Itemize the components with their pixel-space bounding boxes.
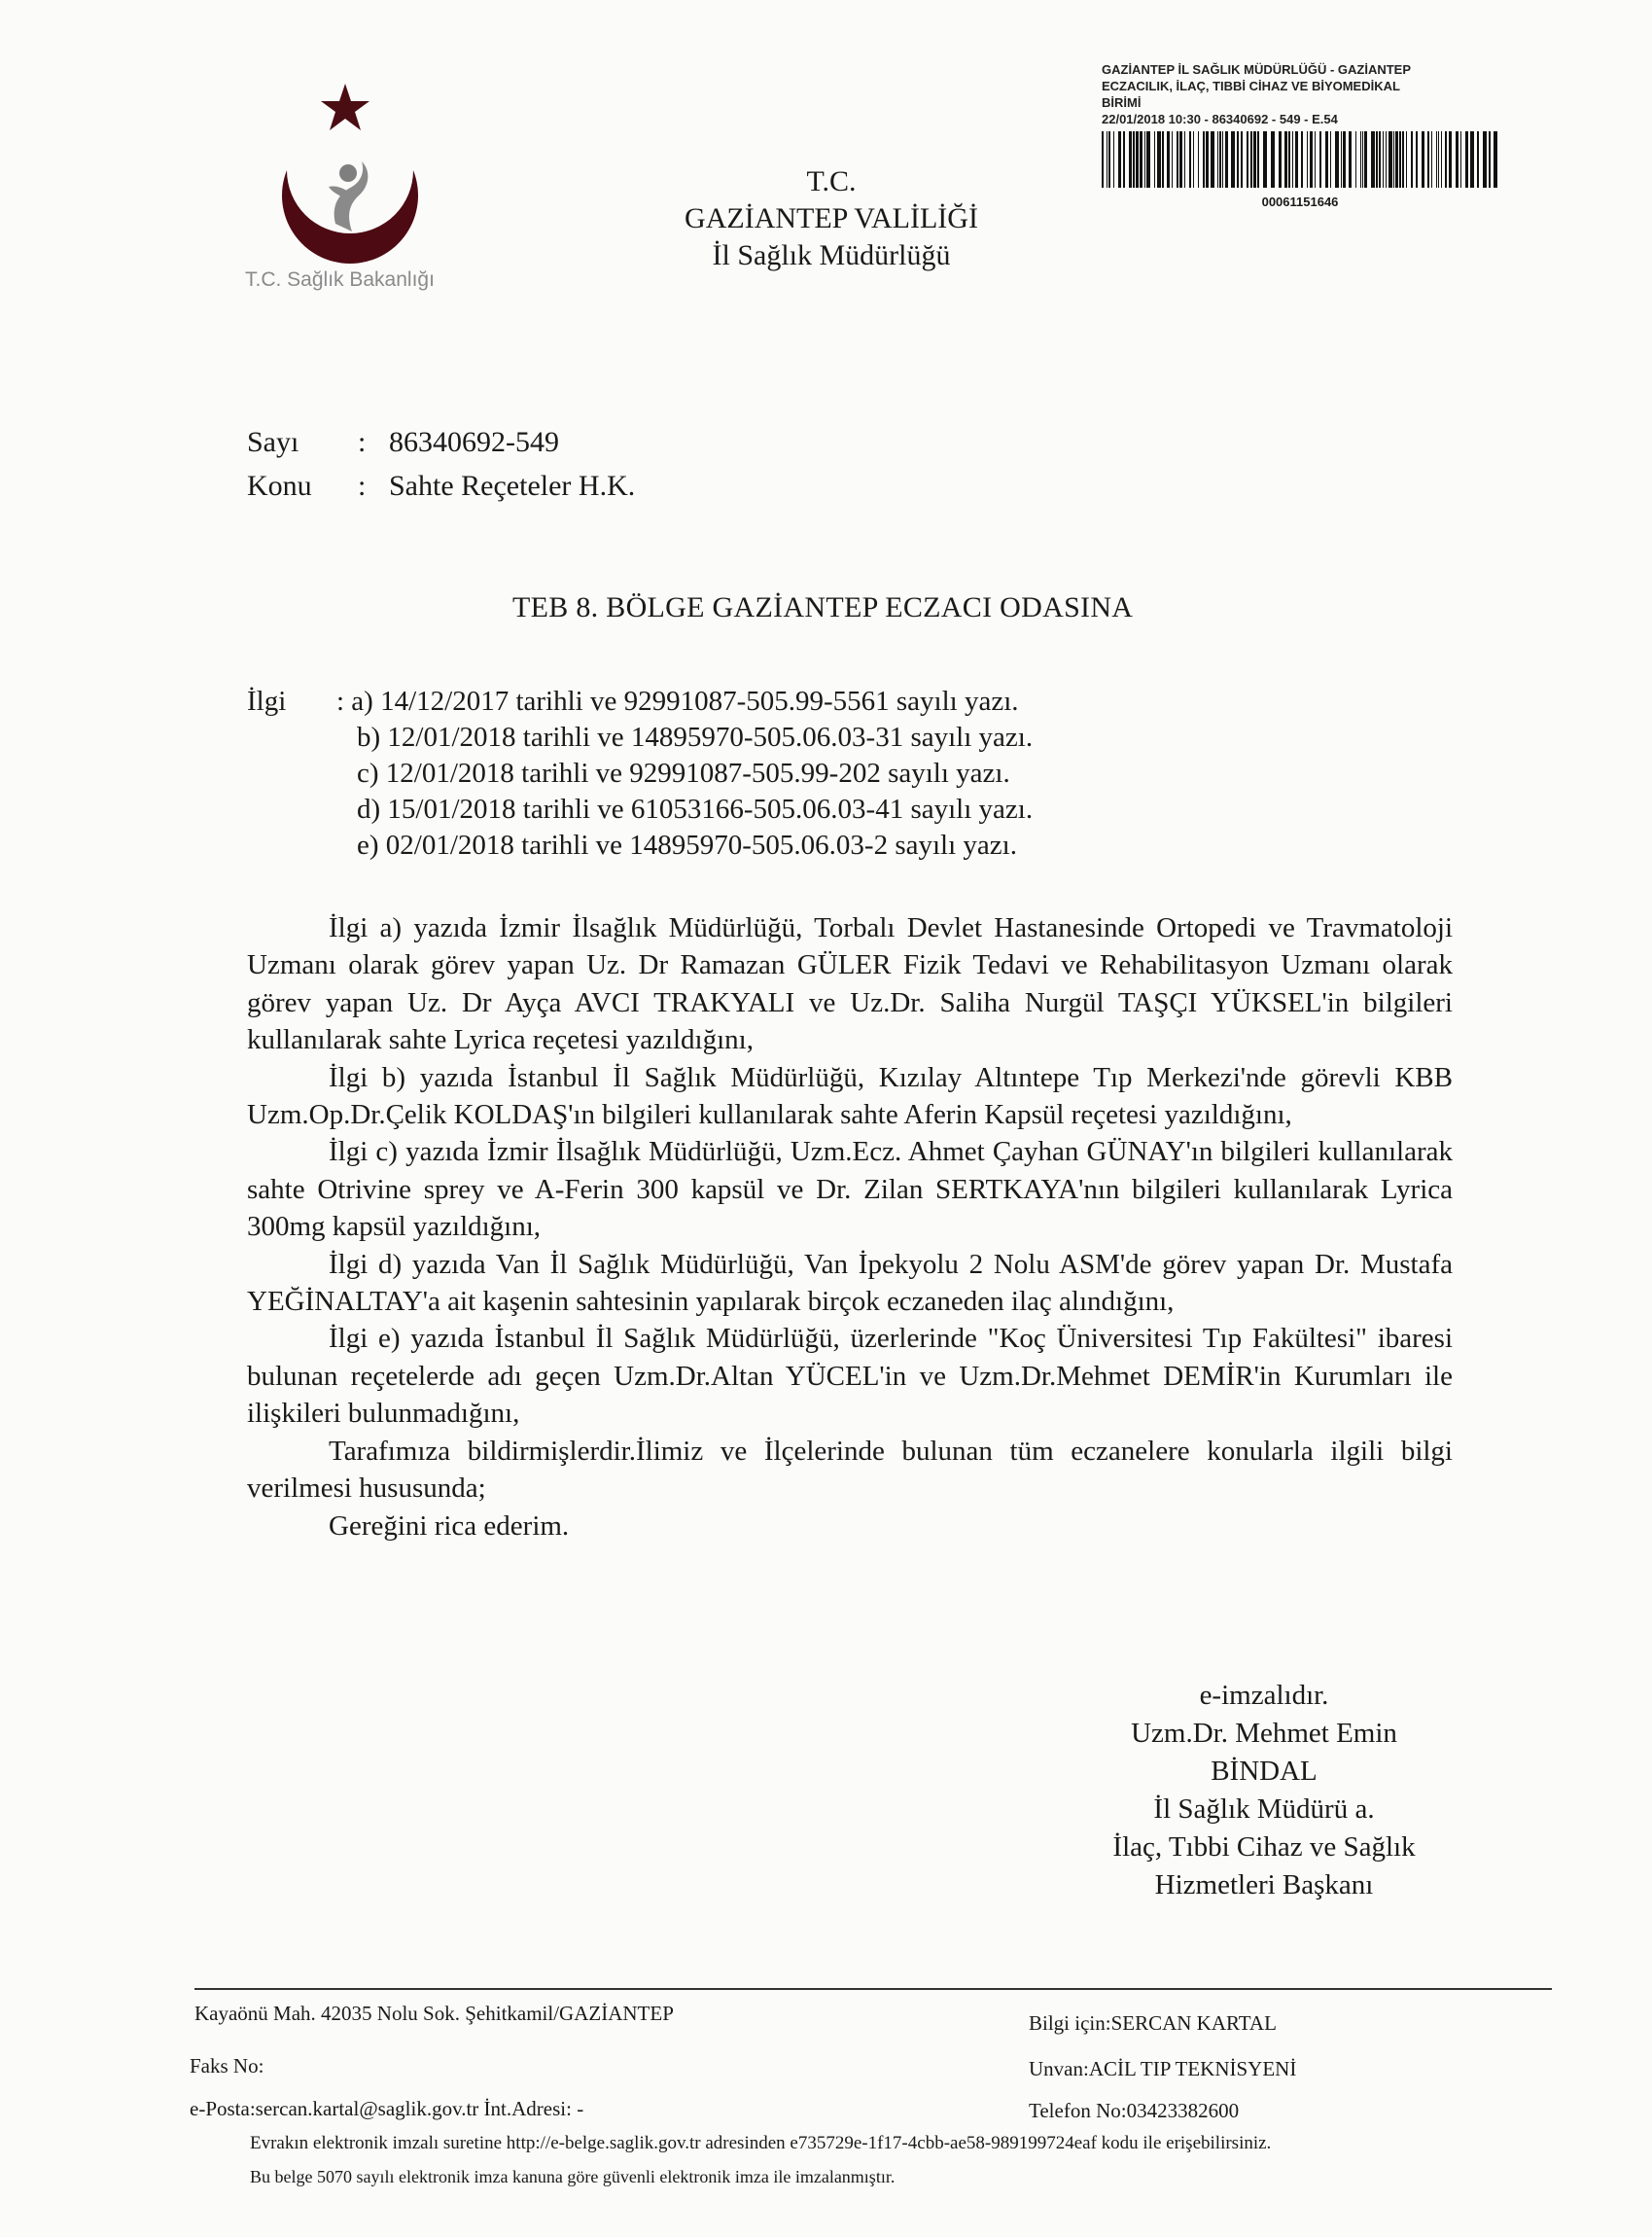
reference-item: : a) 14/12/2017 tarihli ve 92991087-505.99-5561 sayılı yazı. — [336, 686, 1019, 717]
barcode-number: 00061151646 — [1261, 195, 1339, 209]
signature-block — [1050, 1677, 1478, 1904]
footer-phone: Telefon No:03423382600 — [1029, 2099, 1240, 2122]
barcode-bar — [1445, 131, 1447, 188]
barcode-bar — [1449, 131, 1452, 188]
barcode-bar — [1211, 131, 1214, 188]
barcode-icon — [1102, 131, 1498, 188]
barcode-bar — [1465, 131, 1468, 188]
stamp-line-1: GAZİANTEP İL SAĞLIK MÜDÜRLÜĞÜ - GAZİANTEP — [1102, 62, 1412, 77]
barcode-bar — [1157, 131, 1161, 188]
footer-law-note: Bu belge 5070 sayılı elektronik imza kanuna göre güvenli elektronik imza ile imzalanmıştır. — [250, 2167, 896, 2186]
konu-colon: : — [358, 470, 367, 502]
barcode-bar — [1422, 131, 1424, 188]
barcode-bar — [1231, 131, 1235, 188]
barcode-bar — [1184, 131, 1185, 188]
body-paragraph: İlgi c) yazıda İzmir İlsağlık Müdürlüğü, Uzm.Ecz. Ahmet Çayhan GÜNAY'ın bilgileri kullanılarak sahte Otrivine sprey ve A-Ferin 300 kapsül ve Dr. Zilan SERTKAYA'nın bilgileri kullanılarak Lyrica 300mg kapsül yazıldığını, — [247, 1136, 1453, 1243]
barcode-bar — [1219, 131, 1221, 188]
barcode-bar — [1189, 131, 1191, 188]
barcode-bar — [1489, 131, 1491, 188]
barcode-bar — [1217, 131, 1218, 188]
barcode-bar — [1284, 131, 1287, 188]
barcode-bar — [1154, 131, 1155, 188]
barcode-bar — [1383, 131, 1384, 188]
barcode-bar — [1364, 131, 1367, 188]
references-label: İlgi — [247, 686, 287, 717]
barcode-bar — [1325, 131, 1328, 188]
konu-value: Sahte Reçeteler H.K. — [389, 470, 636, 502]
signature-name: Uzm.Dr. Mehmet Emin — [1131, 1718, 1397, 1749]
document-header — [545, 163, 1118, 274]
header-tc: T.C. — [806, 165, 857, 197]
barcode-bar — [1436, 131, 1437, 188]
reference-item: e) 02/01/2018 tarihli ve 14895970-505.06.03-2 sayılı yazı. — [357, 830, 1017, 861]
barcode-bar — [1411, 131, 1413, 188]
header-governorship: GAZİANTEP VALİLİĞİ — [685, 202, 978, 234]
barcode-bar — [1295, 131, 1298, 188]
barcode-bar — [1140, 131, 1142, 188]
konu-label: Konu — [247, 470, 312, 502]
barcode-bar — [1315, 131, 1316, 188]
barcode-bar — [1237, 131, 1239, 188]
meta-row-konu — [247, 464, 635, 508]
reference-item: b) 12/01/2018 tarihli ve 14895970-505.06.03-31 sayılı yazı. — [357, 722, 1034, 753]
barcode-bar — [1330, 131, 1331, 188]
barcode-bar — [1371, 131, 1375, 188]
barcode-bar — [1483, 131, 1487, 188]
sayi-label: Sayı — [247, 426, 299, 458]
body-paragraph: İlgi a) yazıda İzmir İlsağlık Müdürlüğü, Torbalı Devlet Hastanesinde Ortopedi ve Travmatoloji Uzmanı olarak görev yapan Uz. Dr Ramazan GÜLER Fizik Tedavi ve Rehabilitasyon Uzmanı olarak görev yapan Uz. Dr Ayça AVCI TRAKYALI ve Uz.Dr. Saliha Nurgül TAŞÇI YÜKSEL'in bilgileri kullanılarak sahte Lyrica reçetesi yazıldığını, — [247, 912, 1453, 1056]
barcode-bar — [1460, 131, 1461, 188]
barcode-bar — [1470, 131, 1474, 188]
document-meta — [247, 420, 635, 508]
references-list — [336, 684, 1033, 864]
barcode-bar — [1335, 131, 1339, 188]
footer-contact-person: Bilgi için:SERCAN KARTAL — [1029, 2011, 1277, 2035]
stamp-line-3: BİRİMİ — [1102, 95, 1142, 110]
barcode-bar — [1379, 131, 1381, 188]
barcode-bar — [1118, 131, 1121, 188]
barcode-bar — [1427, 131, 1429, 188]
addressee: TEB 8. BÖLGE GAZİANTEP ECZACI ODASINA — [512, 591, 1134, 623]
barcode-bar — [1438, 131, 1439, 188]
barcode-bar — [1288, 131, 1290, 188]
barcode-bar — [1441, 131, 1442, 188]
footer-divider — [194, 1988, 1552, 1990]
barcode-bar — [1129, 131, 1132, 188]
body-paragraph: İlgi d) yazıda Van İl Sağlık Müdürlüğü, Van İpekyolu 2 Nolu ASM'de görev yapan Dr. Mustafa YEĞİNALTAY'a ait kaşenin sahtesinin yapılarak birçok eczaneden ilaç alındığını, — [247, 1248, 1453, 1318]
barcode-bar — [1113, 131, 1114, 188]
closing-request: Gereğini rica ederim. — [329, 1509, 570, 1542]
barcode-bar — [1203, 131, 1205, 188]
barcode-bar — [1477, 131, 1479, 188]
reference-item: d) 15/01/2018 tarihli ve 61053166-505.06.03-41 sayılı yazı. — [357, 794, 1034, 825]
barcode-bar — [1123, 131, 1125, 188]
barcode-bar — [1206, 131, 1209, 188]
barcode-bar — [1225, 131, 1228, 188]
barcode-bar — [1307, 131, 1308, 188]
sayi-colon: : — [358, 426, 367, 458]
footer-email: e-Posta:sercan.kartal@saglik.gov.tr İnt.Adresi: - — [190, 2097, 584, 2120]
barcode-bar — [1177, 131, 1178, 188]
barcode-bar — [1376, 131, 1378, 188]
barcode-bar — [1406, 131, 1407, 188]
barcode-bar — [1144, 131, 1145, 188]
barcode-bar — [1456, 131, 1459, 188]
barcode-bar — [1416, 131, 1418, 188]
sayi-value: 86340692-549 — [389, 426, 559, 458]
barcode-bar — [1292, 131, 1293, 188]
barcode-bar — [1362, 131, 1363, 188]
barcode-bar — [1146, 131, 1150, 188]
barcode-bar — [1263, 131, 1267, 188]
barcode-bar — [1494, 131, 1497, 188]
barcode-bar — [1279, 131, 1282, 188]
ministry-logo-text: T.C. Sağlık Bakanlığı — [245, 268, 435, 291]
barcode-bar — [1343, 131, 1346, 188]
signature-esign: e-imzalıdır. — [1199, 1680, 1329, 1711]
footer-contact-title: Unvan:ACİL TIP TEKNİSYENİ — [1029, 2057, 1297, 2080]
barcode-bar — [1355, 131, 1356, 188]
barcode-bar — [1179, 131, 1182, 188]
barcode-bar — [1319, 131, 1321, 188]
barcode-bar — [1133, 131, 1135, 188]
barcode-bar — [1271, 131, 1275, 188]
barcode-bar — [1167, 131, 1170, 188]
letter-body — [247, 909, 1453, 1545]
stamp-line-2: ECZACILIK, İLAÇ, TIBBİ CİHAZ VE BİYOMEDİKAL — [1102, 79, 1400, 93]
barcode-bar — [1222, 131, 1223, 188]
barcode-bar — [1388, 131, 1392, 188]
ministry-logo-icon — [243, 78, 467, 292]
barcode-bar — [1250, 131, 1252, 188]
footer-verification-note: Evrakın elektronik imzalı suretine http://e-belge.saglik.gov.tr adresinden e735729e-1f17-4cbb-ae58-989199724eaf kodu ile erişebilirsiniz. — [250, 2133, 1272, 2153]
signature-department-2: Hizmetleri Başkanı — [1154, 1869, 1374, 1900]
header-directorate: İl Sağlık Müdürlüğü — [712, 239, 951, 271]
barcode-bar — [1247, 131, 1248, 188]
barcode-bar — [1108, 131, 1110, 188]
footer-address: Kayaönü Mah. 42035 Nolu Sok. Şehitkamil/GAZİANTEP — [194, 2002, 674, 2025]
stamp-line-4: 22/01/2018 10:30 - 86340692 - 549 - E.54 — [1102, 112, 1338, 126]
reference-item: c) 12/01/2018 tarihli ve 92991087-505.99-202 sayılı yazı. — [357, 758, 1010, 789]
barcode-bar — [1198, 131, 1199, 188]
barcode-bar — [1402, 131, 1404, 188]
barcode-bar — [1172, 131, 1173, 188]
barcode-bar — [1253, 131, 1256, 188]
signature-department: İlaç, Tıbbi Cihaz ve Sağlık — [1112, 1831, 1416, 1863]
meta-row-sayi — [247, 420, 635, 464]
signature-surname: BİNDAL — [1211, 1756, 1318, 1787]
barcode-bar — [1162, 131, 1164, 188]
barcode-bar — [1349, 131, 1352, 188]
barcode-bar — [1386, 131, 1387, 188]
barcode-bar — [1395, 131, 1398, 188]
barcode-bar — [1341, 131, 1342, 188]
registry-stamp — [1102, 61, 1520, 209]
signature-title: İl Sağlık Müdürü a. — [1153, 1793, 1375, 1825]
body-paragraph: İlgi e) yazıda İstanbul İl Sağlık Müdürlüğü, üzerlerinde "Koç Üniversitesi Tıp Fakültesi" ibaresi bulunan reçetelerde adı geçen Uzm.Dr.Altan YÜCEL'in ve Uzm.Dr.Mehmet DEMİR'in Kurumları ile ilişkileri bulunmadığını, — [247, 1323, 1453, 1430]
barcode-bar — [1136, 131, 1139, 188]
barcode-bar — [1193, 131, 1194, 188]
barcode-bar — [1310, 131, 1313, 188]
barcode-bar — [1399, 131, 1401, 188]
barcode-bar — [1257, 131, 1259, 188]
footer-fax: Faks No: — [190, 2054, 264, 2077]
barcode-bar — [1360, 131, 1361, 188]
barcode-bar — [1102, 131, 1104, 188]
barcode-bar — [1301, 131, 1303, 188]
body-paragraph: İlgi b) yazıda İstanbul İl Sağlık Müdürlüğü, Kızılay Altıntepe Tıp Merkezi'nde görevli KBB Uzm.Op.Dr.Çelik KOLDAŞ'ın bilgileri kullanılarak sahte Aferin Kapsül reçetesi yazıldığını, — [247, 1061, 1453, 1131]
barcode-bar — [1241, 131, 1243, 188]
barcode-bar — [1431, 131, 1432, 188]
body-paragraph: Tarafımıza bildirmişlerdir.İlimiz ve İlçelerinde bulunan tüm eczanelere konularla ilgili bilgi verilmesi hususunda; — [247, 1435, 1453, 1505]
barcode-bar — [1393, 131, 1394, 188]
